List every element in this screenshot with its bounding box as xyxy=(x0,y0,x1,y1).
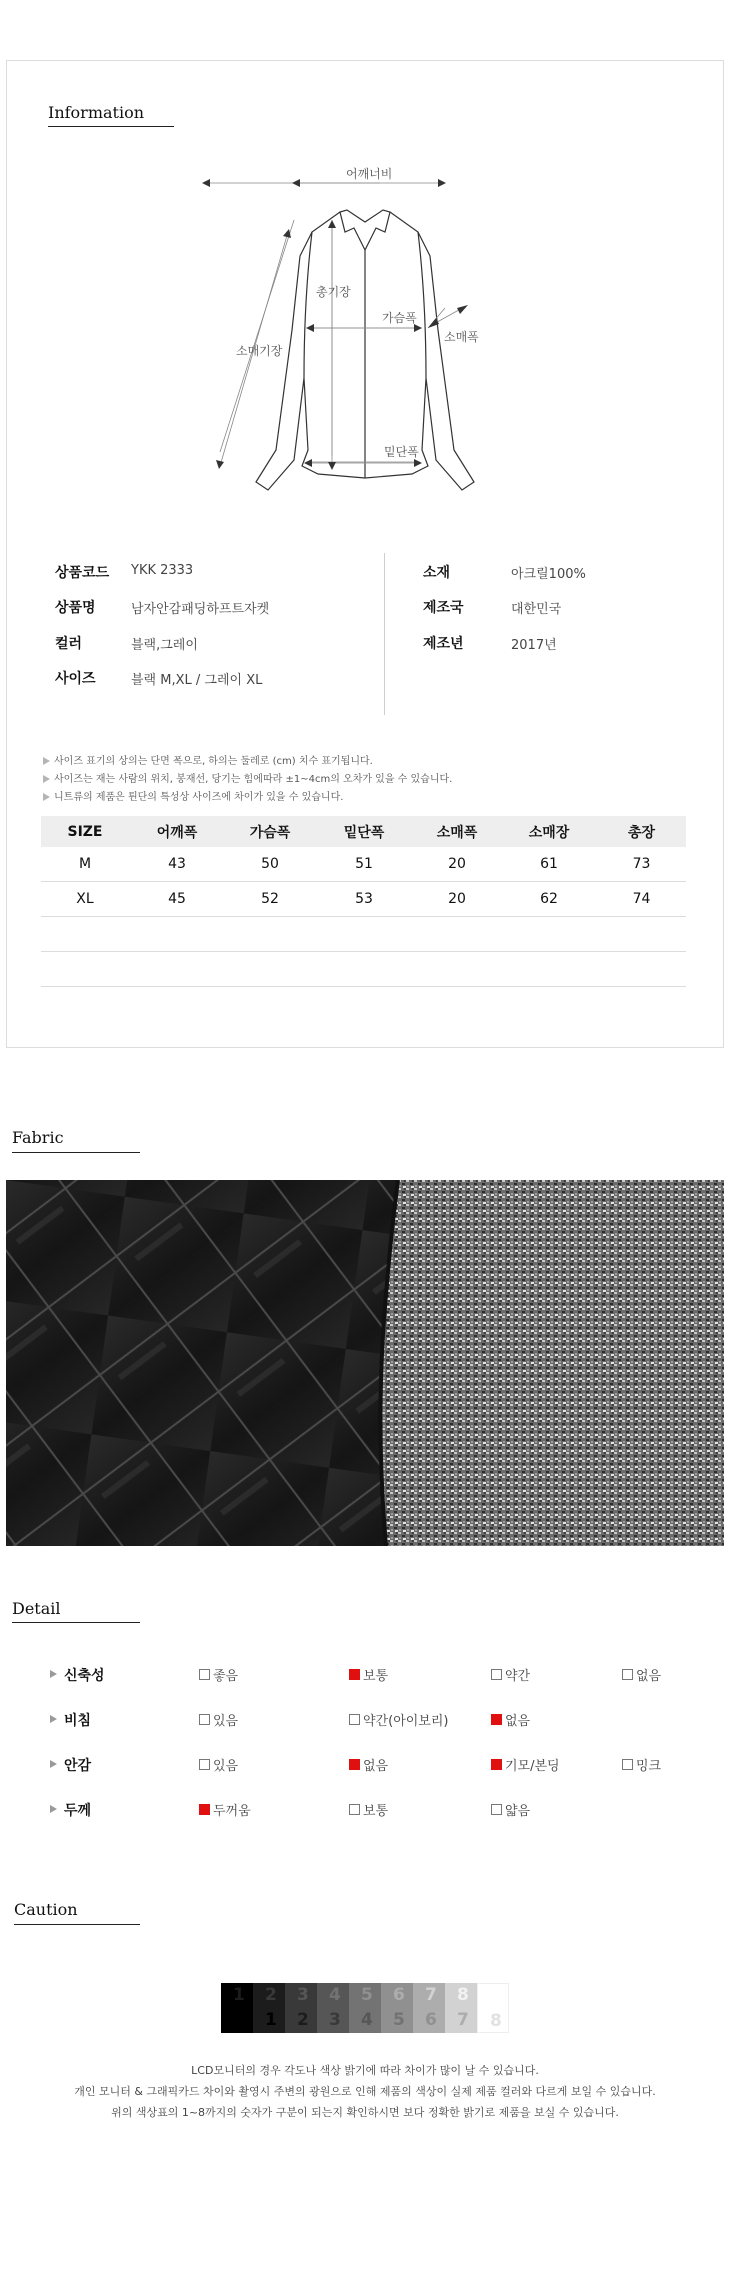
size-table-header-cell: 밑단폭 xyxy=(343,824,385,841)
checkbox-icon xyxy=(199,1669,210,1680)
detail-arrow-icon xyxy=(50,1760,57,1768)
detail-option: 없음 xyxy=(349,1755,388,1774)
spec-label: 소재 xyxy=(423,565,451,581)
size-table xyxy=(41,816,686,987)
detail-option: 없음 xyxy=(491,1710,530,1729)
detail-title-rule xyxy=(12,1622,140,1623)
spec-label: 상품명 xyxy=(55,600,96,616)
size-note: 니트류의 제품은 튄단의 특성상 사이즈에 차이가 있을 수 있습니다. xyxy=(43,788,343,803)
detail-option: 두꺼움 xyxy=(199,1800,251,1819)
spec-value: 2017년 xyxy=(511,638,557,653)
detail-label-elasticity: 신축성 xyxy=(64,1668,105,1684)
detail-label-thickness: 두께 xyxy=(64,1803,92,1819)
size-table-cell: 52 xyxy=(261,891,279,907)
spec-value: 아크릴100% xyxy=(511,567,586,582)
detail-option: 있음 xyxy=(199,1710,238,1729)
size-note: 사이즈는 재는 사람의 위치, 봉재선, 당기는 힘에따라 ±1~4cm의 오차가 있을 수 있습니다. xyxy=(43,770,452,785)
spec-value: 대한민국 xyxy=(511,602,562,617)
caution-text: 위의 색상표의 1~8까지의 숫자가 구분이 되는지 확인하시면 보다 정확한 밝기로 제품을 보실 수 있습니다. xyxy=(111,2106,619,2119)
checkbox-icon xyxy=(199,1759,210,1770)
diagram-label-hem: 밑단폭 xyxy=(384,445,419,459)
information-title: Information xyxy=(48,103,145,122)
detail-label-transparency: 비침 xyxy=(64,1713,92,1729)
detail-option: 기모/본딩 xyxy=(491,1755,560,1774)
caution-text: LCD모니터의 경우 각도나 색상 밝기에 따라 차이가 많이 날 수 있습니다. xyxy=(191,2064,539,2077)
spec-label: 제조년 xyxy=(423,636,464,652)
detail-arrow-icon xyxy=(50,1670,57,1678)
checkbox-checked-icon xyxy=(491,1759,502,1770)
checkbox-icon xyxy=(622,1669,633,1680)
checkbox-checked-icon xyxy=(349,1669,360,1680)
spec-label: 제조국 xyxy=(423,600,464,616)
checkbox-icon xyxy=(491,1804,502,1815)
size-table-cell: 61 xyxy=(540,856,558,872)
swatch-cell: 8 7 xyxy=(445,1983,477,2033)
spec-label: 사이즈 xyxy=(55,671,96,687)
swatch-cell: 2 1 xyxy=(253,1983,285,2033)
size-table-header-cell: SIZE xyxy=(67,823,103,840)
checkbox-checked-icon xyxy=(199,1804,210,1815)
detail-label-lining: 안감 xyxy=(64,1758,92,1774)
detail-option: 밍크 xyxy=(622,1755,661,1774)
size-table-cell: 73 xyxy=(632,856,651,872)
note-arrow-icon xyxy=(43,775,50,783)
size-table-header-cell: 어깨폭 xyxy=(156,824,198,841)
size-table-cell: 53 xyxy=(355,891,373,907)
spec-label: 상품코드 xyxy=(55,565,110,581)
note-arrow-icon xyxy=(43,757,50,765)
swatch-cell: 3 2 xyxy=(285,1983,317,2033)
size-table-cell: XL xyxy=(76,891,94,907)
size-table-cell: 43 xyxy=(168,856,186,872)
caution-text: 개인 모니터 & 그래픽카드 차이와 촬영시 주변의 광원으로 인해 제품의 색상이 실제 제품 컬러와 다르게 보일 수 있습니다. xyxy=(74,2085,656,2098)
size-table-row-empty xyxy=(41,917,686,952)
swatch-cell: 1 xyxy=(221,1983,253,2033)
caution-title: Caution xyxy=(14,1900,78,1919)
size-table-row xyxy=(41,882,686,917)
size-table-header-cell: 총장 xyxy=(627,824,656,841)
diagram-label-chest: 가슴폭 xyxy=(382,311,417,325)
detail-option: 없음 xyxy=(622,1665,661,1684)
brightness-swatch xyxy=(221,1983,509,2033)
size-table-cell: M xyxy=(78,856,92,872)
size-table-row xyxy=(41,847,686,882)
size-table-cell: 51 xyxy=(355,856,373,872)
detail-title: Detail xyxy=(12,1599,61,1618)
checkbox-checked-icon xyxy=(491,1714,502,1725)
note-arrow-icon xyxy=(43,793,50,801)
detail-option: 좋음 xyxy=(199,1665,238,1684)
checkbox-icon xyxy=(349,1714,360,1725)
size-table-cell: 45 xyxy=(168,891,186,907)
diagram-label-shoulder: 어깨너비 xyxy=(346,167,393,181)
checkbox-icon xyxy=(349,1804,360,1815)
detail-option: 보통 xyxy=(349,1800,388,1819)
diagram-label-sleeve-length: 소매기장 xyxy=(236,344,283,358)
checkbox-checked-icon xyxy=(349,1759,360,1770)
caution-title-rule xyxy=(14,1924,140,1925)
size-table-header-cell: 소매폭 xyxy=(436,824,478,841)
swatch-cell: 7 6 xyxy=(413,1983,445,2033)
checkbox-icon xyxy=(199,1714,210,1725)
spec-value: YKK 2333 xyxy=(131,563,194,578)
swatch-cell: 6 5 xyxy=(381,1983,413,2033)
swatch-cell: 8 xyxy=(477,1983,509,2033)
detail-option: 보통 xyxy=(349,1665,388,1684)
checkbox-icon xyxy=(622,1759,633,1770)
size-table-cell: 74 xyxy=(632,891,651,907)
fabric-title: Fabric xyxy=(12,1128,64,1147)
size-table-header xyxy=(41,816,686,847)
detail-arrow-icon xyxy=(50,1805,57,1813)
spec-value: 블랙,그레이 xyxy=(131,638,198,653)
size-table-cell: 50 xyxy=(261,856,279,872)
fabric-photo xyxy=(6,1180,724,1546)
diagram-label-total-length: 총기장 xyxy=(316,285,351,299)
size-table-header-cell: 소매장 xyxy=(528,824,570,841)
diagram-label-sleeve-width: 소매폭 xyxy=(444,330,479,344)
detail-option: 약간(아이보리) xyxy=(349,1710,449,1729)
detail-option: 있음 xyxy=(199,1755,238,1774)
size-note: 사이즈 표기의 상의는 단면 폭으로, 하의는 둘레로 (cm) 치수 표기됩니다. xyxy=(43,752,373,767)
detail-option: 약간 xyxy=(491,1665,530,1684)
fabric-title-rule xyxy=(12,1152,140,1153)
detail-option: 얇음 xyxy=(491,1800,530,1819)
swatch-cell: 5 4 xyxy=(349,1983,381,2033)
size-table-cell: 20 xyxy=(448,856,466,872)
size-table-cell: 20 xyxy=(448,891,466,907)
spec-value: 남자안감패딩하프트자켓 xyxy=(131,602,270,617)
spec-value: 블랙 M,XL / 그레이 XL xyxy=(131,673,263,688)
checkbox-icon xyxy=(491,1669,502,1680)
spec-divider xyxy=(384,553,385,715)
diagram-arrowheads xyxy=(0,0,730,520)
size-table-row-empty xyxy=(41,952,686,987)
spec-label: 컬러 xyxy=(55,636,83,652)
swatch-cell: 4 3 xyxy=(317,1983,349,2033)
detail-arrow-icon xyxy=(50,1715,57,1723)
size-table-header-cell: 가슴폭 xyxy=(249,824,291,841)
size-table-cell: 62 xyxy=(540,891,558,907)
